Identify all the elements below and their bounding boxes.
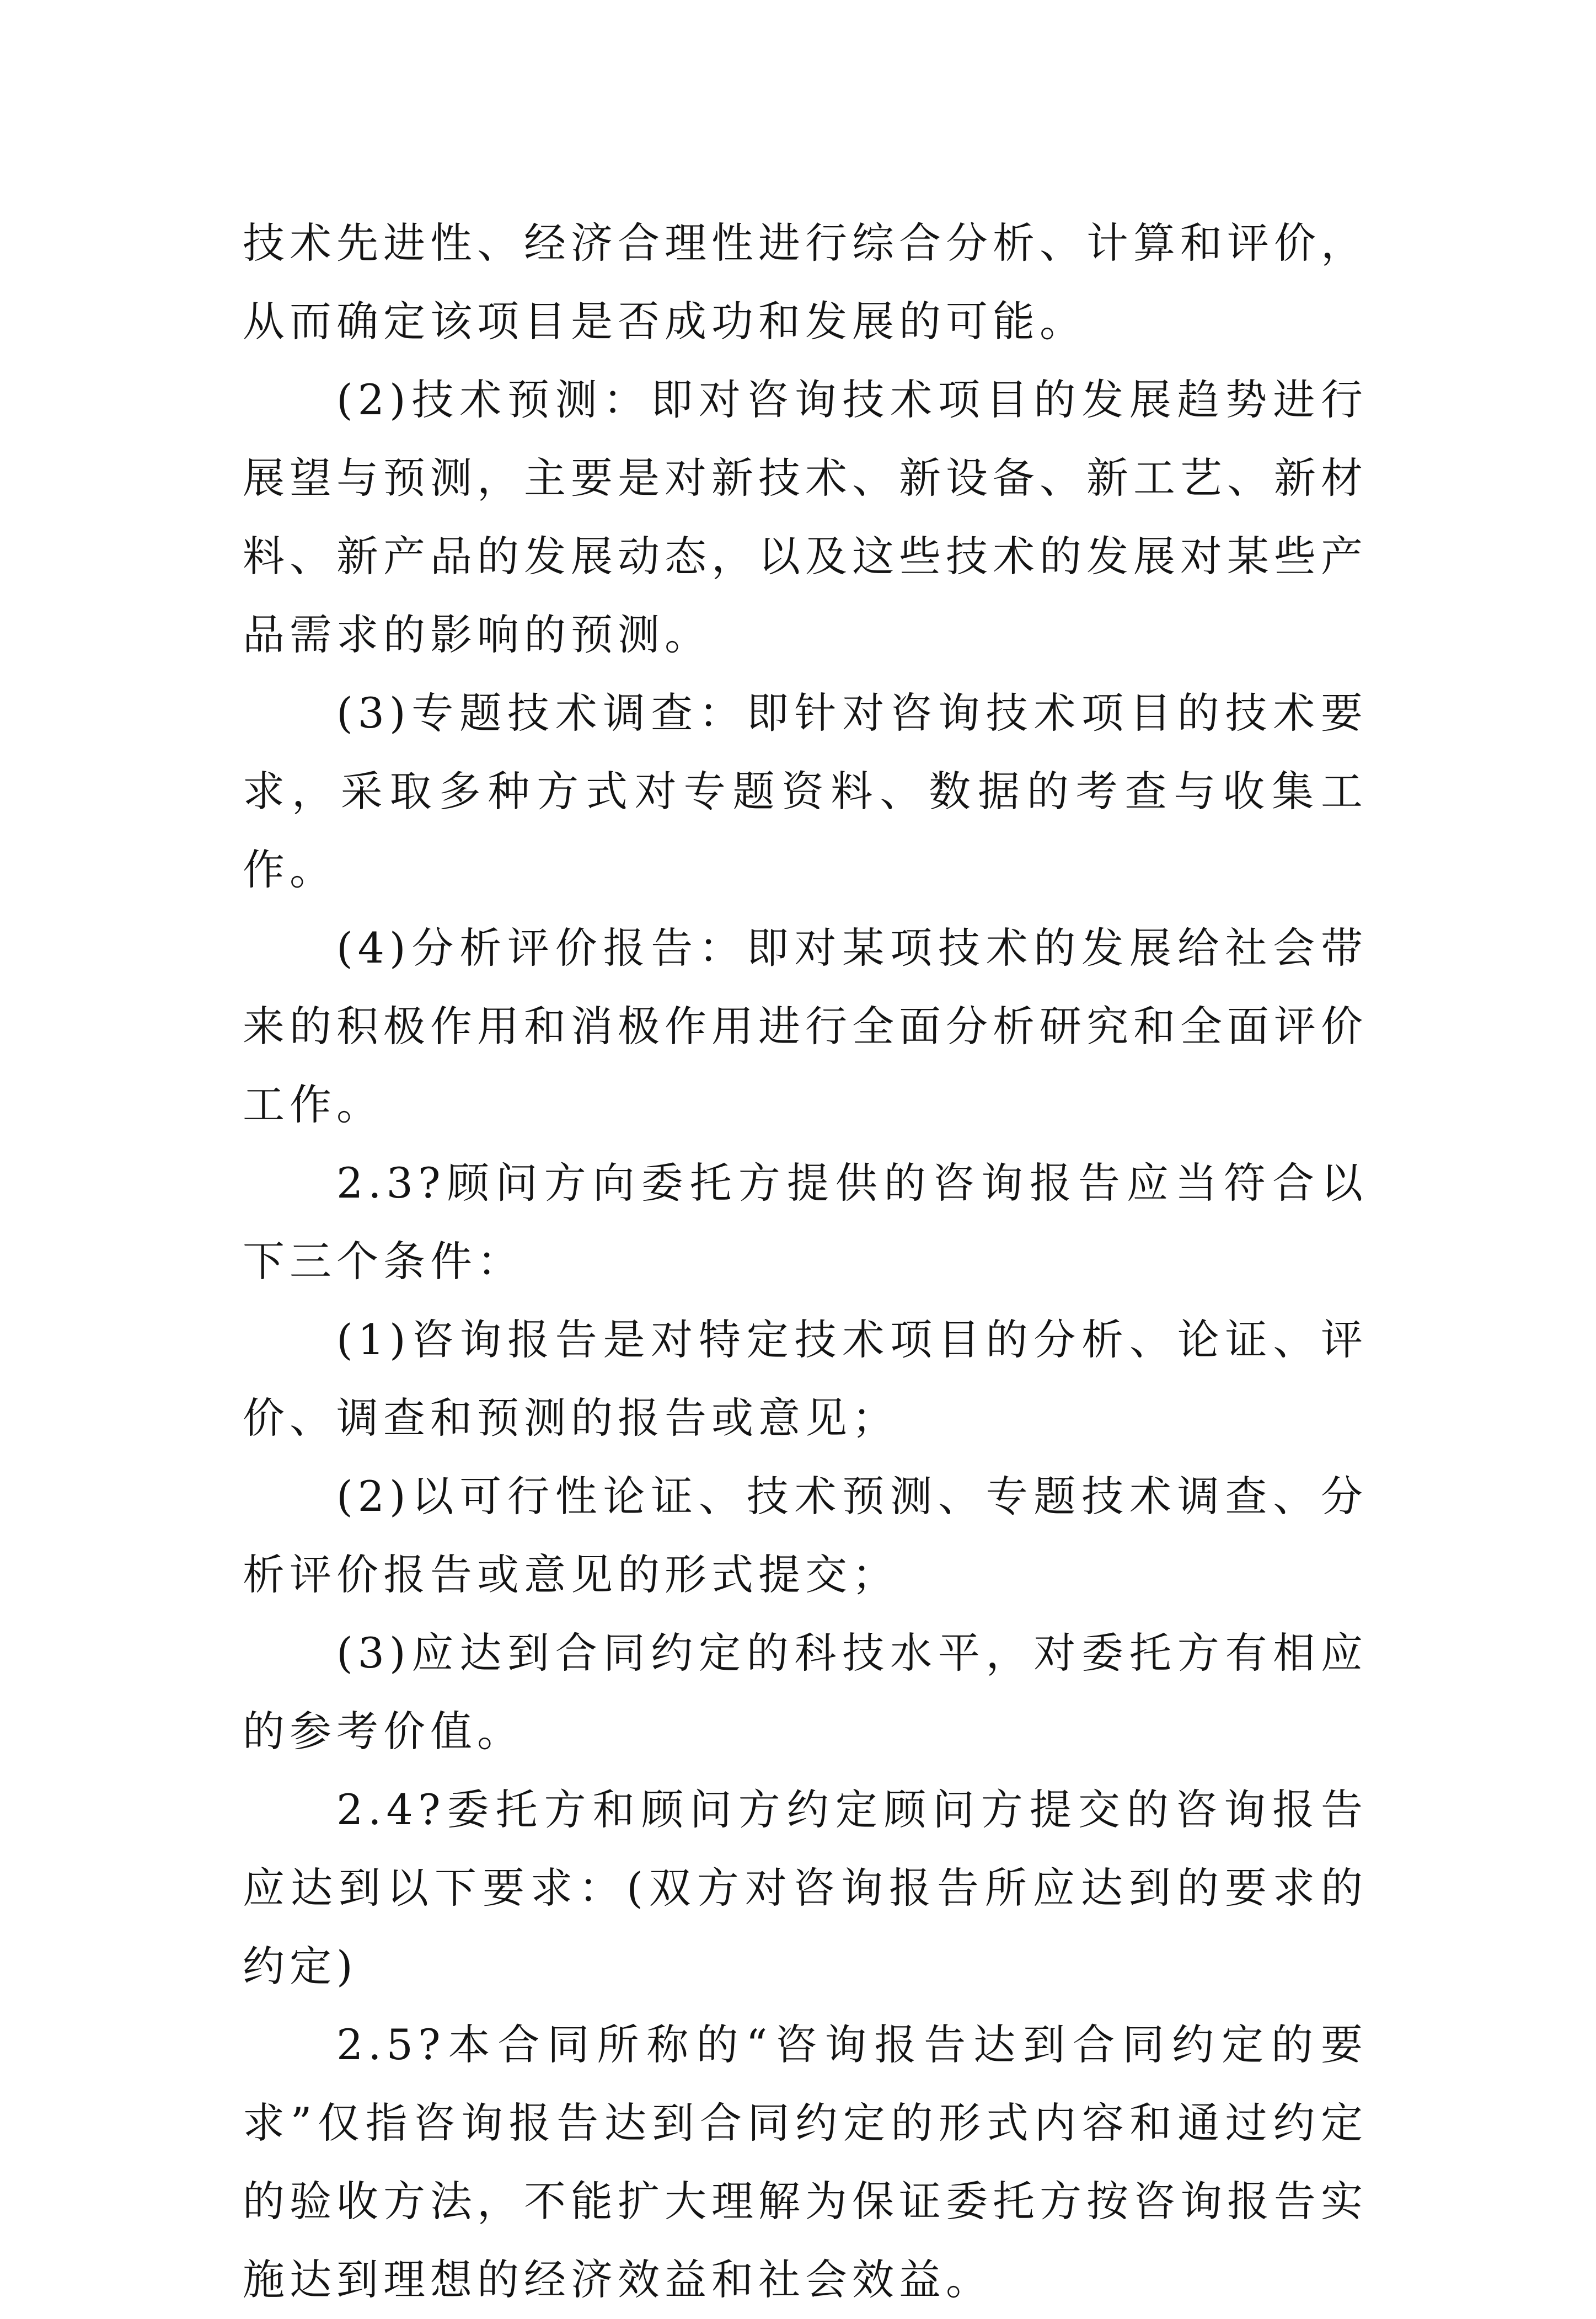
document-body xyxy=(243,204,1368,2319)
paragraph-continuation: 技术先进性、经济合理性进行综合分析、计算和评价，从而确定该项目是否成功和发展的可能。 xyxy=(243,218,1368,346)
clause-2-3-item-2: (2)以可行性论证、技术预测、专题技术调查、分析评价报告或意见的形式提交； xyxy=(243,1472,1368,1599)
clause-2-4: 2.4?委托方和顾问方约定顾问方提交的咨询报告应达到以下要求：(双方对咨询报告所应达到的要求的约定) xyxy=(243,1785,1368,1991)
paragraph-special-survey: (3)专题技术调查：即针对咨询技术项目的技术要求，采取多种方式对专题资料、数据的考查与收集工作。 xyxy=(243,688,1368,894)
paragraph-analysis-report: (4)分析评价报告：即对某项技术的发展给社会带来的积极作用和消极作用进行全面分析研究和全面评价工作。 xyxy=(243,923,1368,1129)
paragraph-tech-forecast: (2)技术预测：即对咨询技术项目的发展趋势进行展望与预测，主要是对新技术、新设备、新工艺、新材料、新产品的发展动态，以及这些技术的发展对某些产品需求的影响的预测。 xyxy=(243,375,1368,659)
clause-2-5: 2.5?本合同所称的“咨询报告达到合同约定的要求”仅指咨询报告达到合同约定的形式内容和通过约定的验收方法，不能扩大理解为保证委托方按咨询报告实施达到理想的经济效益和社会效益。 xyxy=(243,2020,1368,2304)
clause-2-3-item-3: (3)应达到合同约定的科技水平，对委托方有相应的参考价值。 xyxy=(243,1628,1368,1756)
clause-2-3-item-1: (1)咨询报告是对特定技术项目的分析、论证、评价、调查和预测的报告或意见； xyxy=(243,1315,1368,1442)
clause-2-3: 2.3?顾问方向委托方提供的咨询报告应当符合以下三个条件： xyxy=(243,1158,1368,1286)
